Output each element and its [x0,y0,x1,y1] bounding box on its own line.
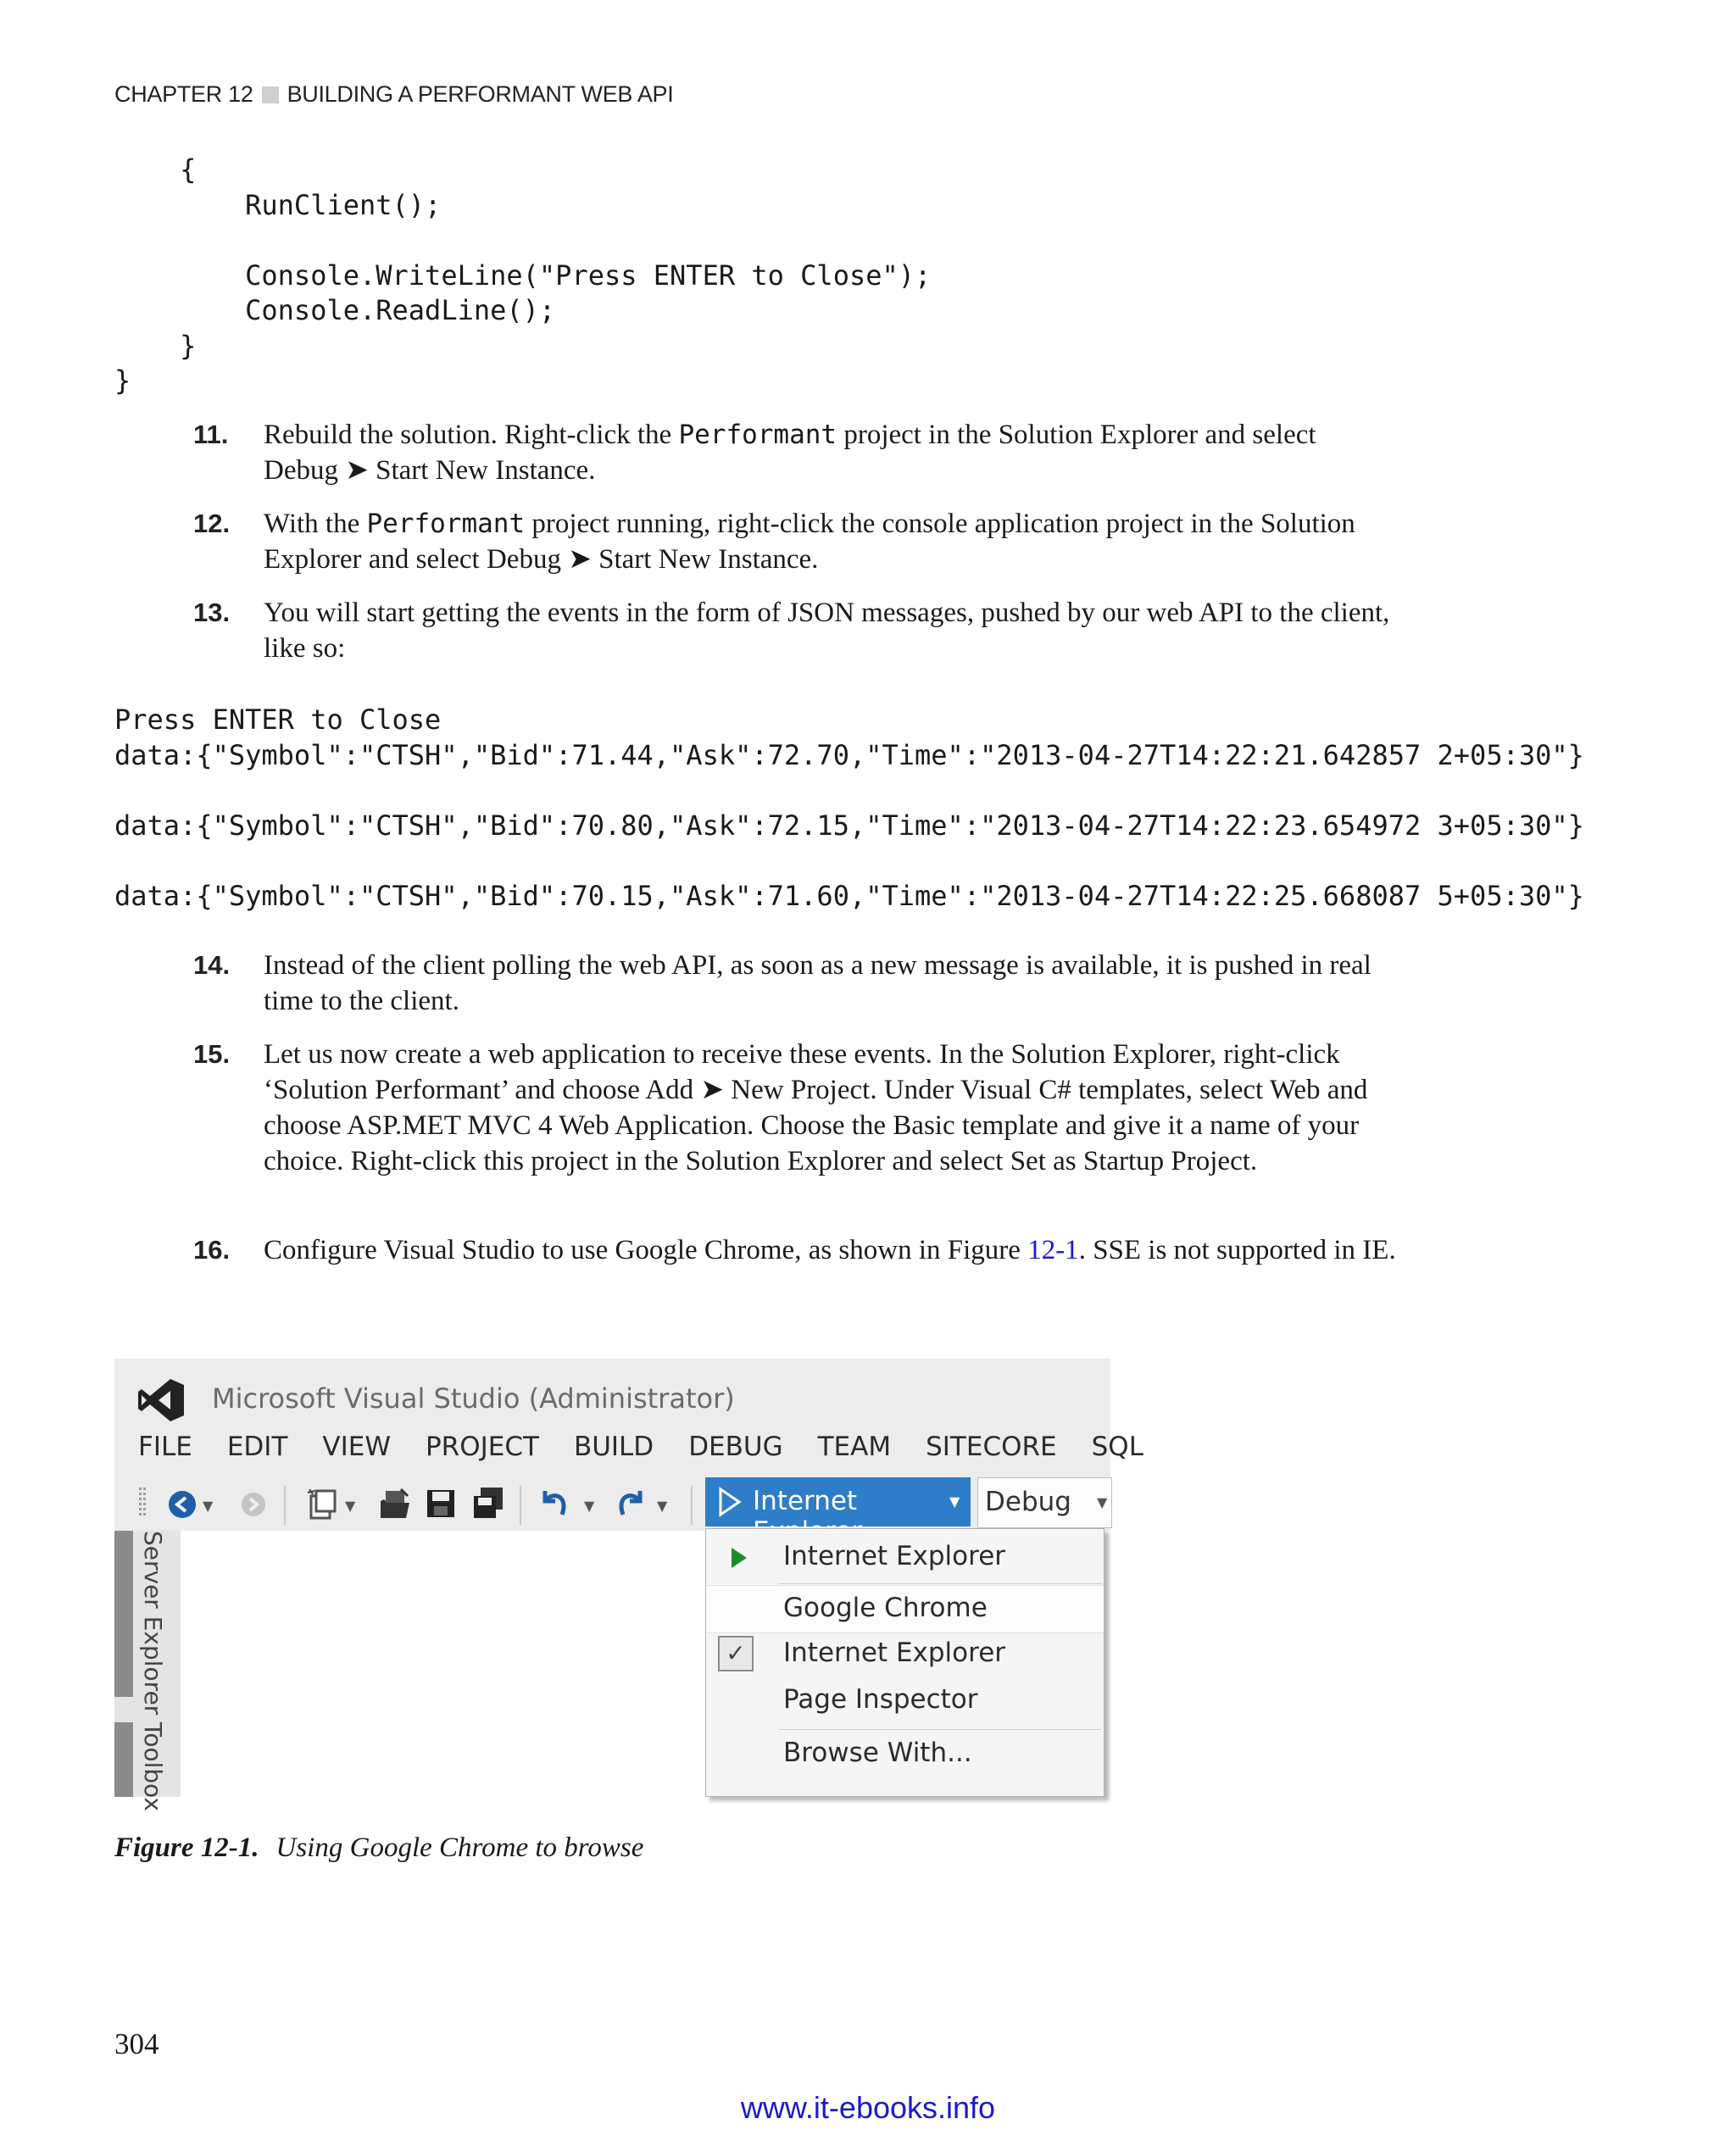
step-text: Instead of the client polling the web API, as soon as a new message is available, it is pushed in real time to the client. [264,950,1372,1016]
menu-build[interactable]: BUILD [573,1432,654,1462]
step-number: 14. [193,950,231,980]
window-title: Microsoft Visual Studio (Administrator) [212,1382,735,1415]
menu-item-label: Browse With... [783,1738,972,1768]
menu-item-internet-explorer[interactable] [706,1631,1104,1677]
menu-item-label: Page Inspector [783,1684,978,1715]
figure-link[interactable]: 12-1 [1027,1235,1079,1265]
header-square-icon [262,86,279,103]
step-number: 16. [193,1235,231,1265]
step-14 [193,948,1397,1019]
step-text: Let us now create a web application to receive these events. In the Solution Explorer, right-click ‘Solution Performant’ and choose Add ➤ New Project. Under Visual C# templates, select Web and choose ASP.MET MVC 4 Web Application. Choose the Basic template and give it a name of your choice. Right-click this project in the Solution Explorer and select Set as Startup Project. [264,1039,1368,1176]
side-tab-marker [114,1722,133,1797]
menu-item-page-inspector[interactable] [706,1677,1104,1724]
visual-studio-logo-icon [136,1377,186,1423]
navigate-back-icon[interactable] [167,1489,198,1520]
figure-screenshot [114,1359,1143,1811]
menu-file[interactable]: FILE [138,1432,192,1462]
start-browser-label: Internet [753,1486,858,1516]
step-number: 12. [193,509,231,538]
checkmark-icon: ✓ [718,1636,754,1671]
step-text: Rebuild the solution. Right-click the Performant project in the Solution Explorer and select Debug ➤ Start New Instance. [264,420,1316,486]
menu-sql[interactable]: SQL [1091,1432,1143,1462]
save-all-icon[interactable] [470,1486,506,1521]
step-text: With the Performant project running, right-click the console application project in the Solution Explorer and select Debug ➤ Start New Instance. [264,509,1355,575]
step-12 [193,506,1397,577]
page-number: 304 [114,2027,159,2060]
back-dropdown-arrow-icon[interactable]: ▼ [203,1498,214,1514]
caption-text: Using Google Chrome to browse [275,1832,644,1863]
running-header [114,81,673,108]
toolbar-grip-icon[interactable] [138,1486,147,1521]
footer-link[interactable]: www.it-ebooks.info [740,2090,996,2125]
step-text: You will start getting the events in the form of JSON messages, pushed by our web API to the client, like so: [264,598,1390,664]
chapter-label: CHAPTER 12 [114,81,253,107]
solution-configuration-select[interactable] [977,1477,1112,1528]
start-browser-button[interactable] [705,1477,971,1527]
browser-dropdown-menu [705,1528,1104,1797]
play-icon [730,1546,748,1570]
side-tab-marker [114,1531,133,1697]
step-16 [193,1232,1397,1268]
step-number: 11. [193,420,229,449]
new-dropdown-arrow-icon[interactable]: ▼ [345,1498,356,1514]
toolbar-separator [284,1486,286,1525]
toolbar-separator [691,1486,693,1525]
code-block-output: Press ENTER to Close data:{"Symbol":"CTSH","Bid":71.44,"Ask":72.70,"Time":"2013-04-27T14:22:21.642857 2+05:30"} data:{"Symbol":"CTSH","Bid":70.80,"Ask":72.15,"Time":"2013-04-27T14:22:23.654972 3+05:30"} data:{"Symbol":"CTSH","Bid":70.15,"Ask":71.60,"Time":"2013-04-27T14:22:25.668087 5+05:30"} [114,703,1584,912]
save-icon[interactable] [425,1488,457,1520]
menu-view[interactable]: VIEW [322,1432,391,1462]
undo-icon[interactable] [538,1486,572,1521]
menu-debug[interactable]: DEBUG [688,1432,783,1462]
step-11 [193,417,1397,488]
menu-team[interactable]: TEAM [817,1432,892,1462]
menu-item-start-internet-explorer[interactable] [706,1534,1104,1581]
step-15 [193,1037,1397,1179]
menu-sitecore[interactable]: SITECORE [926,1432,1057,1462]
server-explorer-tab[interactable]: Server Explorer [139,1531,167,1716]
menu-project[interactable]: PROJECT [425,1432,539,1462]
toolbar-separator [520,1486,521,1525]
code-block-main: { RunClient(); Console.WriteLine("Press ENTER to Close"); Console.ReadLine(); } } [114,153,932,397]
menu-separator [779,1729,1101,1730]
undo-dropdown-arrow-icon[interactable]: ▼ [584,1498,595,1514]
solution-configuration-value: Debug [985,1487,1071,1517]
step-number: 13. [193,598,231,627]
toolbox-tab[interactable]: Toolbox [139,1722,167,1811]
menu-item-google-chrome[interactable] [706,1585,1104,1633]
chapter-title: BUILDING A PERFORMANT WEB API [287,81,674,107]
menu-item-label: Google Chrome [783,1593,988,1623]
caption-label: Figure 12-1. [114,1832,259,1863]
chevron-down-icon[interactable]: ▼ [1097,1494,1108,1510]
step-number: 15. [193,1039,231,1069]
redo-dropdown-arrow-icon[interactable]: ▼ [657,1498,668,1514]
chevron-down-icon[interactable]: ▼ [949,1493,960,1510]
menu-bar [138,1432,1178,1462]
step-13 [193,595,1397,666]
step-text: Configure Visual Studio to use Google Chrome, as shown in Figure 12-1. SSE is not supported in IE. [264,1235,1396,1265]
play-icon [719,1488,741,1516]
navigate-forward-icon[interactable] [240,1491,267,1518]
new-project-icon[interactable] [306,1488,338,1521]
menu-item-browse-with[interactable] [706,1731,1104,1777]
redo-icon[interactable] [613,1486,647,1521]
figure-caption [114,1832,643,1864]
menu-item-label: Internet Explorer [783,1541,1006,1571]
menu-separator [779,1583,1101,1584]
menu-item-label: Internet Explorer [783,1638,1006,1668]
side-tool-strip [114,1531,181,1811]
open-file-icon[interactable] [377,1488,411,1521]
menu-edit[interactable]: EDIT [226,1432,288,1462]
